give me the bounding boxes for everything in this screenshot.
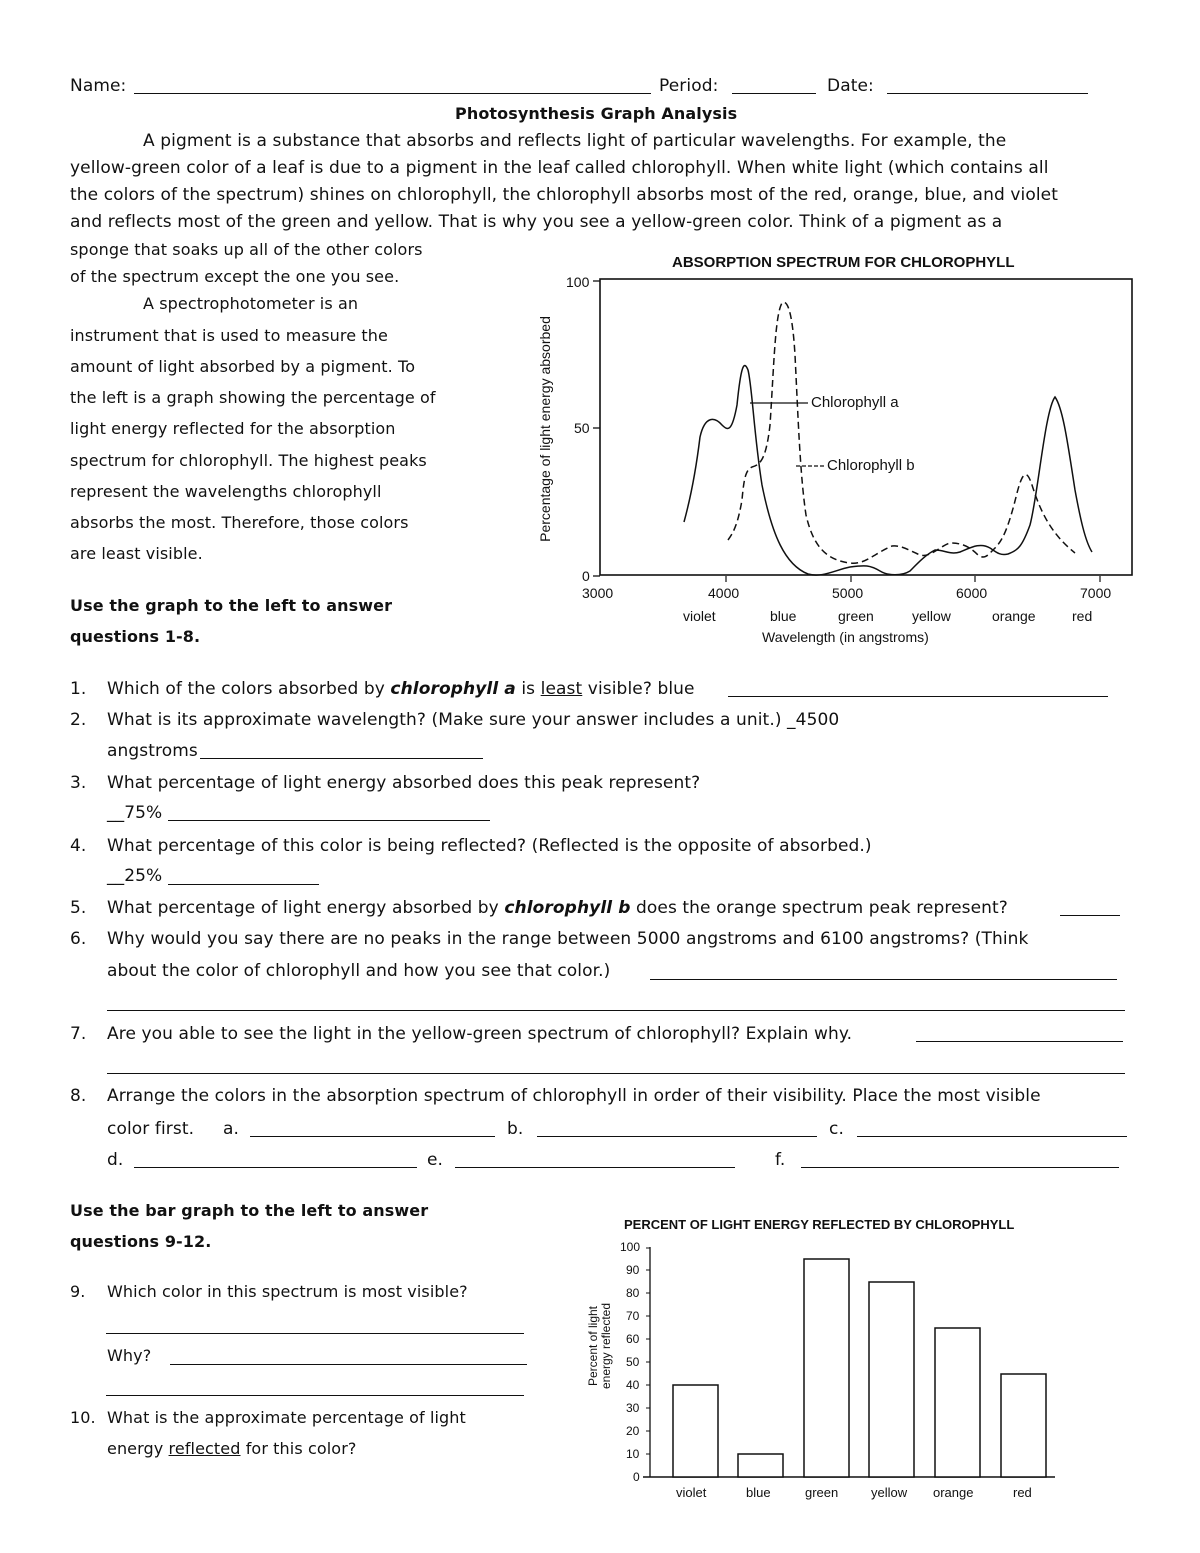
q7-answer-line[interactable] [916, 1041, 1123, 1042]
band-label: red [1072, 608, 1093, 624]
q-underline: least [540, 679, 583, 699]
question-2 [70, 710, 839, 730]
q9-why-line-2[interactable] [106, 1395, 524, 1396]
y-tick: 70 [626, 1309, 640, 1323]
x-category: violet [676, 1485, 707, 1500]
q8-d-field[interactable] [134, 1167, 417, 1168]
intro-line: the left is a graph showing the percentage of [70, 388, 436, 407]
question-8 [70, 1086, 1041, 1106]
q5-answer-line[interactable] [1060, 915, 1120, 916]
q8-c-field[interactable] [857, 1136, 1127, 1137]
q8-f-field[interactable] [801, 1167, 1119, 1168]
chart-title: ABSORPTION SPECTRUM FOR CHLOROPHYLL [672, 254, 1015, 271]
q-text: What is its approximate wavelength? (Make sure your answer includes a unit.) _4500 [107, 710, 840, 730]
q-text: Are you able to see the light in the yellow-green spectrum of chlorophyll? Explain why. [107, 1024, 853, 1044]
q-text: What percentage of light energy absorbed does this peak represent? [107, 773, 701, 793]
intro-line: and reflects most of the green and yellow. That is why you see a yellow-green color. Think of a pigment as a [70, 212, 1003, 232]
q-text: Why would you say there are no peaks in the range between 5000 angstroms and 6100 angstroms? (Think [107, 929, 1029, 949]
x-category: orange [933, 1485, 974, 1500]
legend-chlorophyll-a: Chlorophyll a [811, 394, 899, 411]
q-emphasis: chlorophyll a [390, 679, 516, 699]
y-tick: 20 [626, 1424, 640, 1438]
x-category: yellow [871, 1485, 908, 1500]
q8-c-label: c. [829, 1119, 844, 1139]
section1-instruction: Use the graph to the left to answer [70, 596, 393, 615]
page-title: Photosynthesis Graph Analysis [455, 104, 738, 123]
intro-line: represent the wavelengths chlorophyll [70, 482, 382, 501]
q-text: energy [107, 1439, 169, 1458]
question-5 [70, 898, 1008, 918]
intro-line: sponge that soaks up all of the other colors [70, 240, 423, 259]
date-field[interactable] [887, 93, 1088, 94]
y-tick: 30 [626, 1401, 640, 1415]
intro-line: yellow-green color of a leaf is due to a pigment in the leaf called chlorophyll. When white light (which contains all [70, 158, 1049, 178]
q3-answer-line[interactable] [168, 820, 490, 821]
intro-line: light energy reflected for the absorption [70, 419, 396, 438]
band-label: green [838, 608, 874, 624]
y-tick: 60 [626, 1332, 640, 1346]
q-text: Which of the colors absorbed by [107, 679, 391, 699]
date-label: Date: [827, 76, 874, 96]
y-axis-label [587, 1286, 613, 1406]
y-axis-label-text: Percent of light energy reflected [586, 1302, 613, 1390]
q-num: 6. [70, 929, 87, 949]
q1-answer-line[interactable] [728, 696, 1108, 697]
x-tick: 6000 [956, 585, 988, 601]
intro-line: absorbs the most. Therefore, those colors [70, 513, 409, 532]
section2-instruction: Use the bar graph to the left to answer [70, 1201, 429, 1220]
question-3 [70, 773, 700, 793]
y-tick: 0 [582, 568, 590, 584]
name-field[interactable] [134, 93, 651, 94]
section1-instruction: questions 1-8. [70, 627, 201, 646]
y-tick: 40 [626, 1378, 640, 1392]
q-num: 10. [70, 1408, 96, 1427]
bar-yellow [869, 1282, 914, 1477]
q8-e-field[interactable] [455, 1167, 735, 1168]
q-text: What percentage of light energy absorbed by [107, 898, 505, 918]
q9-why-line[interactable] [170, 1364, 527, 1365]
reflected-bar-chart [560, 1205, 1140, 1515]
q9-answer-line[interactable] [106, 1333, 524, 1334]
intro-line: of the spectrum except the one you see. [70, 267, 400, 286]
q-text: visible? [582, 679, 658, 699]
q8-b-label: b. [507, 1119, 524, 1139]
q3-answer[interactable]: __75% [107, 803, 163, 823]
q9-why-label: Why? [107, 1346, 152, 1365]
period-label: Period: [659, 76, 719, 96]
question-9 [70, 1282, 468, 1302]
period-field[interactable] [732, 93, 816, 94]
y-tick: 50 [626, 1355, 640, 1369]
q8-d-label: d. [107, 1150, 124, 1170]
q8-f-label: f. [775, 1150, 786, 1170]
x-tick: 3000 [582, 585, 614, 601]
q-num: 9. [70, 1282, 86, 1301]
y-tick: 100 [620, 1240, 641, 1254]
q7-answer-line-2[interactable] [107, 1073, 1125, 1074]
q-emphasis: chlorophyll b [504, 898, 631, 918]
q4-answer-line[interactable] [168, 884, 319, 885]
x-category: green [805, 1485, 839, 1500]
question-7 [70, 1024, 852, 1044]
intro-line: are least visible. [70, 544, 203, 563]
q-num: 7. [70, 1024, 87, 1044]
y-tick: 80 [626, 1286, 640, 1300]
bar-plot [560, 1205, 1140, 1515]
q8-e-label: e. [427, 1150, 444, 1170]
intro-line: amount of light absorbed by a pigment. To [70, 357, 416, 376]
q-text: What is the approximate percentage of light [107, 1408, 466, 1427]
question-10 [70, 1408, 466, 1428]
q-text: Which color in this spectrum is most visible? [107, 1282, 468, 1301]
intro-line: spectrum for chlorophyll. The highest peaks [70, 451, 427, 470]
q-text: for this color? [240, 1439, 357, 1458]
bar-violet [673, 1385, 718, 1477]
q8-b-field[interactable] [537, 1136, 817, 1137]
section2-instruction: questions 9-12. [70, 1232, 212, 1251]
q-text: What percentage of this color is being reflected? (Reflected is the opposite of absorbed.) [107, 836, 872, 856]
band-label: blue [770, 608, 797, 624]
y-axis-label: Percentage of light energy absorbed [536, 316, 553, 542]
q8-a-field[interactable] [250, 1136, 495, 1137]
x-axis-label: Wavelength (in angstroms) [762, 629, 929, 645]
chart-title: PERCENT OF LIGHT ENERGY REFLECTED BY CHLOROPHYLL [624, 1217, 1015, 1232]
q1-answer[interactable]: blue [657, 679, 695, 699]
intro-line: instrument that is used to measure the [70, 326, 388, 345]
intro-line: the colors of the spectrum) shines on chlorophyll, the chlorophyll absorbs most of the red, orange, blue, and violet [70, 185, 1058, 205]
y-tick: 50 [574, 420, 590, 436]
q-text: is [515, 679, 541, 699]
q-num: 2. [70, 710, 87, 730]
band-label: yellow [912, 608, 951, 624]
q2-answer[interactable]: angstroms [107, 741, 198, 761]
q6-answer-line-2[interactable] [107, 1010, 1125, 1011]
question-8-cont: color first. [107, 1119, 195, 1139]
intro-line: A spectrophotometer is an [143, 294, 359, 313]
band-label: violet [683, 608, 716, 624]
name-label: Name: [70, 76, 127, 96]
q6-answer-line[interactable] [650, 979, 1117, 980]
x-category: red [1013, 1485, 1032, 1500]
y-tick: 0 [633, 1470, 640, 1484]
question-6-cont: about the color of chlorophyll and how you see that color.) [107, 961, 611, 981]
x-tick: 7000 [1080, 585, 1112, 601]
absorption-spectrum-chart [530, 245, 1150, 655]
bar-red [1001, 1374, 1046, 1477]
q-num: 8. [70, 1086, 87, 1106]
question-10-cont [107, 1439, 356, 1459]
q2-answer-line[interactable] [200, 758, 483, 759]
y-tick: 90 [626, 1263, 640, 1277]
intro-line: A pigment is a substance that absorbs and reflects light of particular wavelengths. For example, the [143, 131, 1007, 151]
x-tick: 4000 [708, 585, 740, 601]
q-num: 1. [70, 679, 87, 699]
q-num: 5. [70, 898, 87, 918]
q8-a-label: a. [223, 1119, 240, 1139]
q-num: 3. [70, 773, 87, 793]
x-tick: 5000 [832, 585, 864, 601]
q-num: 4. [70, 836, 87, 856]
q-text: does the orange spectrum peak represent? [630, 898, 1008, 918]
x-category: blue [746, 1485, 771, 1500]
y-tick: 10 [626, 1447, 640, 1461]
q-text: Arrange the colors in the absorption spectrum of chlorophyll in order of their visibility. Place the most visible [107, 1086, 1041, 1106]
question-4 [70, 836, 872, 856]
bar-green [804, 1259, 849, 1477]
q-underline: reflected [168, 1439, 241, 1458]
q4-answer[interactable]: __25% [107, 866, 163, 886]
question-6 [70, 929, 1028, 949]
bar-blue [738, 1454, 783, 1477]
question-1 [70, 679, 695, 699]
y-tick: 100 [566, 274, 590, 290]
band-label: orange [992, 608, 1036, 624]
legend-chlorophyll-b: Chlorophyll b [827, 457, 915, 474]
bar-orange [935, 1328, 980, 1477]
